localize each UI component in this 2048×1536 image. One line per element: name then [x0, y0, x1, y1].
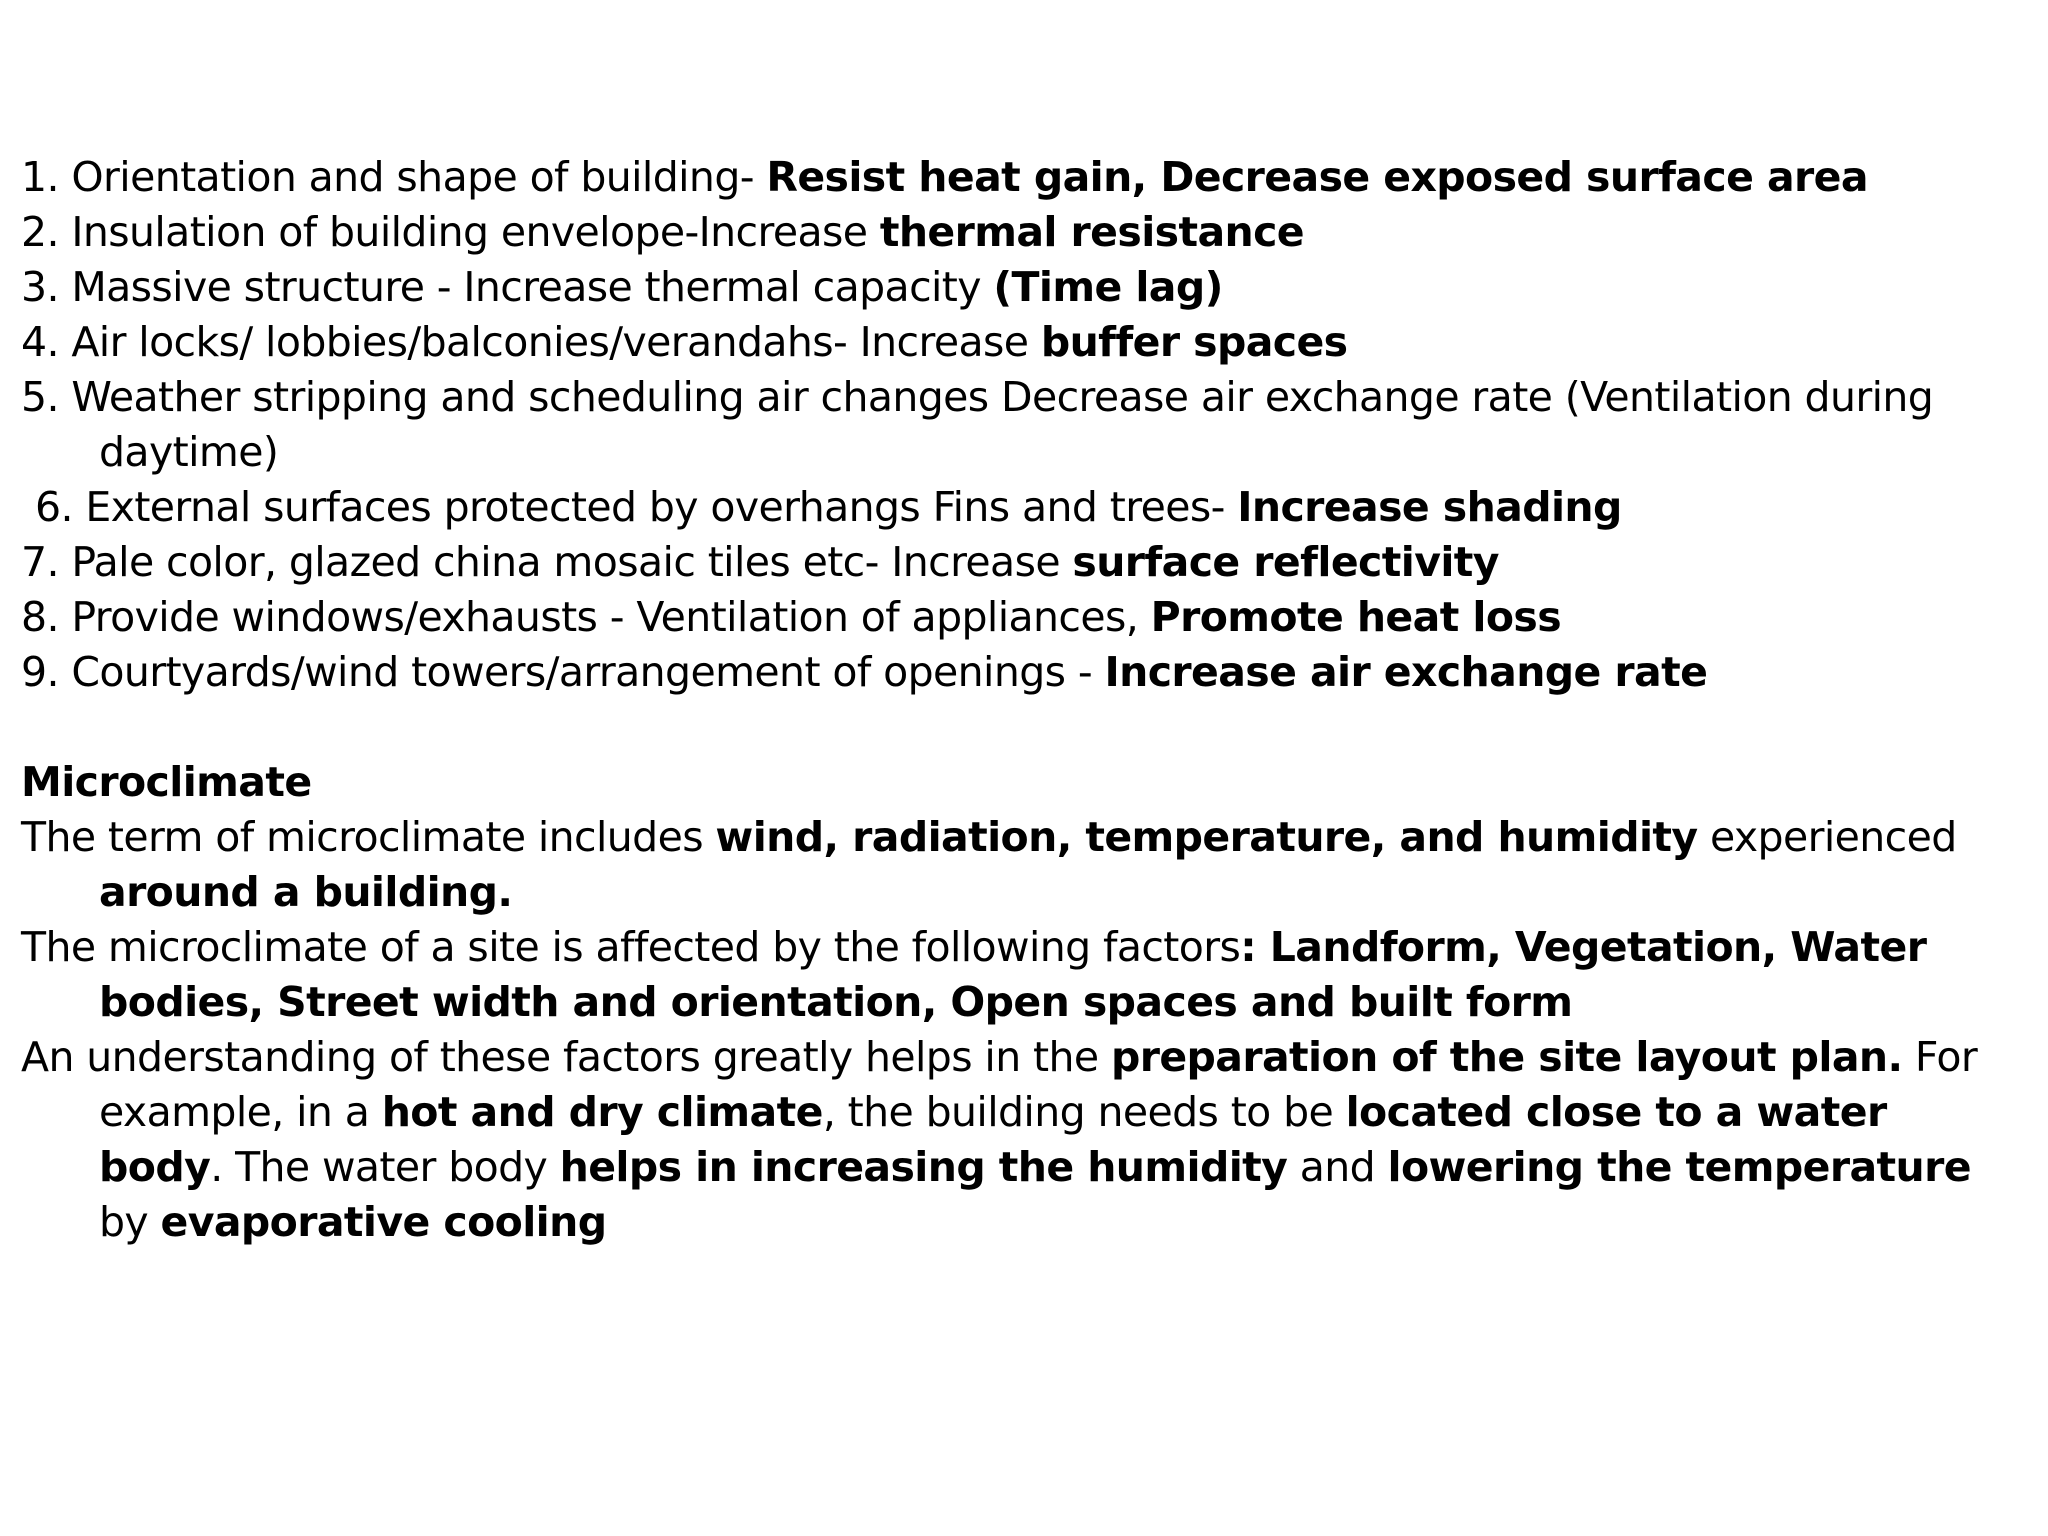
list-item: 7. Pale color, glazed china mosaic tiles etc- Increase surface reflectivity — [21, 538, 1499, 586]
paragraph: The term of microclimate includes wind, radiation, temperature, and humidity experienced around a building. — [21, 813, 1957, 916]
strategy-list — [21, 150, 2011, 700]
list-item: 3. Massive structure - Increase thermal capacity (Time lag) — [21, 263, 1223, 311]
list-item: 5. Weather stripping and scheduling air changes Decrease air exchange rate (Ventilation during daytime) — [21, 373, 1934, 476]
paragraph: An understanding of these factors greatly helps in the preparation of the site layout plan. For example, in a hot and dry climate, the building needs to be located close to a water body. The water body helps in increasing the humidity and lowering the temperature by evaporative cooling — [21, 1033, 1978, 1246]
list-item: 9. Courtyards/wind towers/arrangement of openings - Increase air exchange rate — [21, 648, 1708, 696]
list-item: 1. Orientation and shape of building- Resist heat gain, Decrease exposed surface area — [21, 153, 1868, 201]
spacer — [21, 700, 2011, 755]
list-item: 4. Air locks/ lobbies/balconies/verandahs- Increase buffer spaces — [21, 318, 1348, 366]
paragraph: The microclimate of a site is affected by the following factors: Landform, Vegetation, Water bodies, Street width and orientation, Open spaces and built form — [21, 923, 1927, 1026]
list-item: 2. Insulation of building envelope-Increase thermal resistance — [21, 208, 1305, 256]
slide-content — [21, 150, 2011, 1250]
section-heading: Microclimate — [21, 758, 312, 806]
list-item: 6. External surfaces protected by overhangs Fins and trees- Increase shading — [35, 483, 1622, 531]
list-item: 8. Provide windows/exhausts - Ventilation of appliances, Promote heat loss — [21, 593, 1561, 641]
